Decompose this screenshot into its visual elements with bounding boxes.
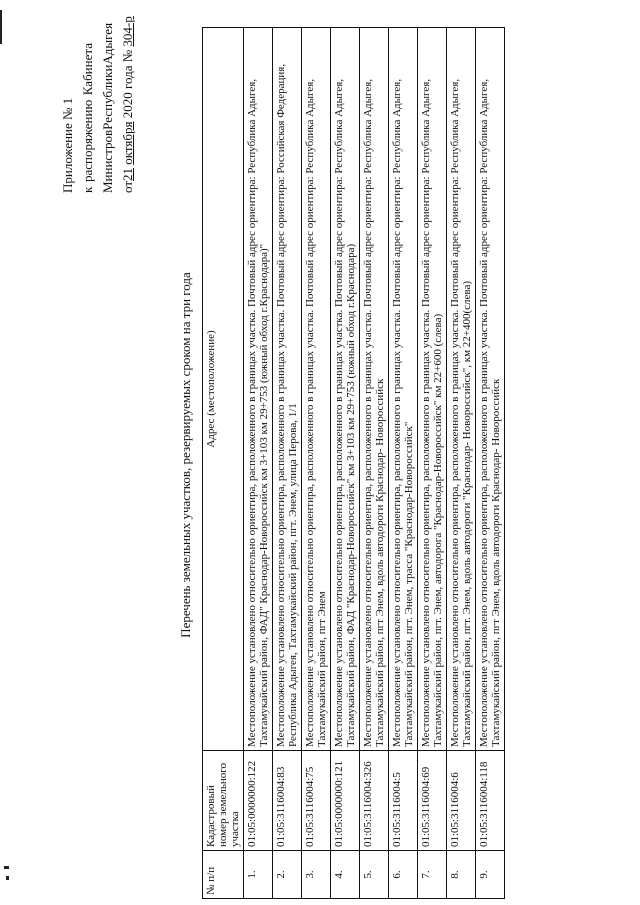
cadastral-number: 01:05:3116004:6 [447, 751, 476, 851]
header-address: Адрес (местоположение) [203, 28, 244, 751]
table-row [389, 28, 418, 899]
appendix-adygea: Адыгея [100, 22, 115, 65]
appendix-cabinet: Кабинета [80, 43, 95, 96]
table-row [476, 28, 505, 899]
appendix-republic: Республики [100, 64, 115, 130]
appendix-ministers: Министров [100, 129, 115, 193]
table-row [244, 28, 273, 899]
cadastral-number: 01:05:3116004:118 [476, 751, 505, 851]
cadastral-number: 01:05:3116004:5 [389, 751, 418, 851]
document-title: Перечень земельных участков, резервируемых сроком на три года [178, 272, 193, 638]
row-number: 4. [331, 851, 360, 899]
row-number: 7. [418, 851, 447, 899]
cadastral-number: 01:05:3116004:75 [302, 751, 331, 851]
table-row [418, 28, 447, 899]
appendix-month: октября [120, 121, 135, 165]
cadastral-number: 01:05:0000000:122 [244, 751, 273, 851]
cadastral-number: 01:05:3116004:326 [360, 751, 389, 851]
row-number: 3. [302, 851, 331, 899]
row-number: 9. [476, 851, 505, 899]
row-number: 6. [389, 851, 418, 899]
appendix-line-2 [78, 43, 98, 193]
address-cell: Местоположение установлено относительно ориентира, расположенного в границах участка. Почтовый адрес ориентира: Республика Адыгея, Тахтамукайский район, ФАД "Краснодар-Новороссийск" км 3+103 км 29+753 (южный обход г.Краснодара) [331, 28, 360, 751]
row-number: 8. [447, 851, 476, 899]
scan-edge-mark [6, 876, 9, 880]
appendix-line-1: Приложение № 1 [60, 97, 75, 193]
appendix-number-sign: № [120, 49, 135, 63]
table-row [302, 28, 331, 899]
appendix-number: 304-р [120, 16, 135, 47]
cadastral-number: 01:05:3116004:83 [273, 751, 302, 851]
appendix-day: 21 [120, 167, 135, 181]
address-cell: Местоположение установлено относительно ориентира, расположенного в границах участка. Почтовый адрес ориентира: Республика Адыгея, Тахтамукайский район, пгт. Энем, трасса "Краснодар-Новороссийск" [389, 28, 418, 751]
table-row [360, 28, 389, 899]
address-cell: Местоположение установлено относительно ориентира, расположенного в границах участка. Почтовый адрес ориентира: Российская Федерация, Республика Адыгея, Тахтамукайский район, пгт. Энем, улица Перова, 1/1 [273, 28, 302, 751]
cadastral-number: 01:05:0000000:121 [331, 751, 360, 851]
appendix-year: 2020 года [120, 65, 135, 119]
header-cadastral: Кадастровый номер земельного участка [203, 751, 244, 851]
scan-edge-mark [0, 10, 2, 44]
appendix-from: от [120, 180, 135, 193]
address-cell: Местоположение установлено относительно ориентира, расположенного в границах участка. Почтовый адрес ориентира: Республика Адыгея, Тахтамукайский район, пгт Энем, вдоль автодороги Краснодар- Новороссийск [476, 28, 505, 751]
row-number: 1. [244, 851, 273, 899]
table-header-row [203, 28, 244, 899]
appendix-k: к [80, 186, 95, 193]
address-cell: Местоположение установлено относительно ориентира, расположенного в границах участка. Почтовый адрес ориентира: Республика Адыгея, Тахтамукайский район, пгт Энем [302, 28, 331, 751]
appendix-header [58, 16, 138, 193]
address-cell: Местоположение установлено относительно ориентира, расположенного в границах участка. Почтовый адрес ориентира: Республика Адыгея, Тахтамукайский район, пгт Энем, вдоль автодороги Краснодар- Новороссийск [360, 28, 389, 751]
appendix-order: распоряжению [80, 99, 95, 183]
row-number: 2. [273, 851, 302, 899]
row-number: 5. [360, 851, 389, 899]
appendix-line-4 [118, 16, 138, 193]
address-cell: Местоположение установлено относительно ориентира, расположенного в границах участка. Почтовый адрес ориентира: Республика Адыгея, Тахтамукайский район, пгт. Энем, автодорога "Краснодар-Новороссийск" км 22+600 (слева) [418, 28, 447, 751]
address-cell: Местоположение установлено относительно ориентира, расположенного в границах участка. Почтовый адрес ориентира: Республика Адыгея, Тахтамукайский район, ФАД" Краснодар-Новороссийск км 3+103 км 29+753 (южный обход г.Краснодара)" [244, 28, 273, 751]
cadastral-number: 01:05:3116004:69 [418, 751, 447, 851]
table-row [447, 28, 476, 899]
land-plots-table [202, 27, 505, 899]
header-number: № п/п [203, 851, 244, 899]
address-cell: Местоположение установлено относительно ориентира, расположенного в границах участка. Почтовый адрес ориентира: Республика Адыгея, Тахтамукайский район, пгт. Энем, вдоль автодороги "Краснодар- Новороссийск", км 22+400(слева) [447, 28, 476, 751]
table-row [331, 28, 360, 899]
appendix-line-3 [98, 22, 118, 193]
scan-edge-mark [4, 866, 9, 869]
table-row [273, 28, 302, 899]
